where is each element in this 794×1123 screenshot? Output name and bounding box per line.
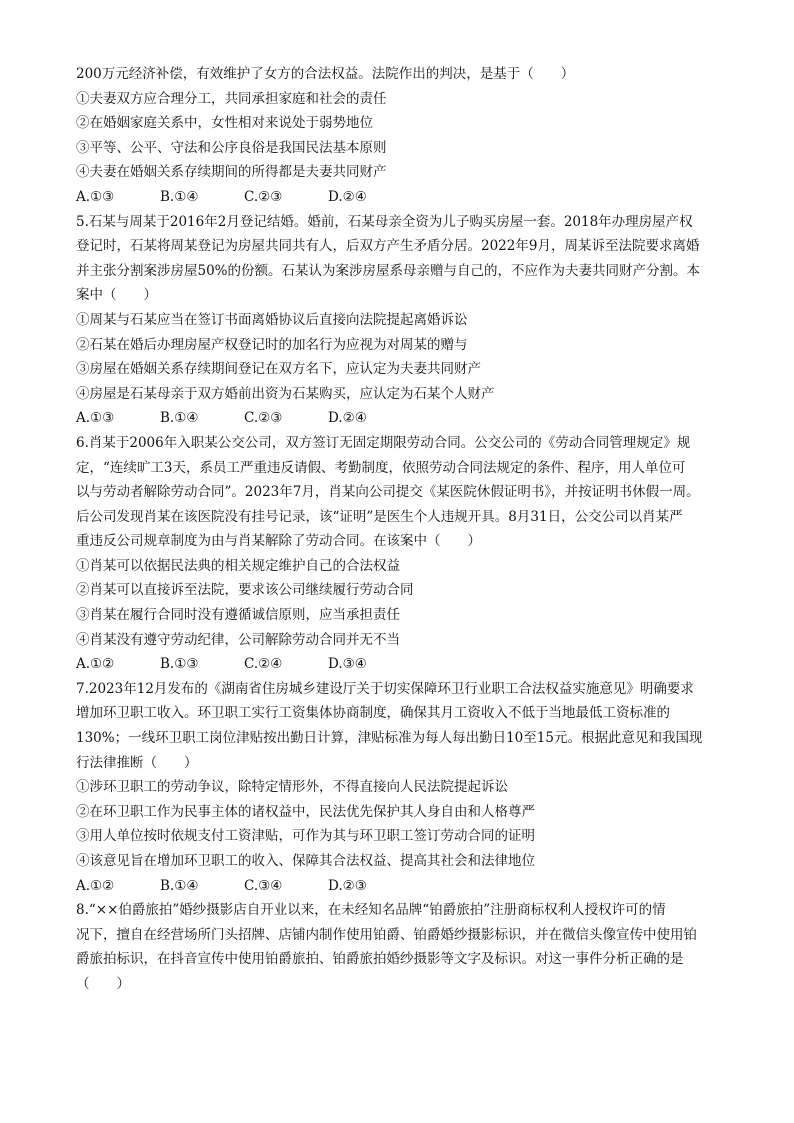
question-stem-line: 8.“××伯爵旅拍”婚纱摄影店自开业以来，在未经知名品牌“铂爵旅拍”注册商标权利人授权许可的情 xyxy=(76,902,666,919)
statement-2: ②在婚姻家庭关系中，女性相对来说处于弱势地位 xyxy=(76,115,373,132)
question-stem-line: 200万元经济补偿，有效维护了女方的合法权益。法院作出的判决，是基于（ ） xyxy=(76,66,575,82)
option-d: D.②④ xyxy=(328,410,367,427)
question-stem-line: 行法律推断（ ） xyxy=(76,754,198,771)
question-8 xyxy=(76,898,722,996)
answer-options xyxy=(76,652,722,677)
option-a: A.①③ xyxy=(76,410,115,427)
question-stem-line: 增加环卫职工收入。环卫职工实行工资集体协商制度，确保其月工资收入不低于当地最低工资标准的 xyxy=(76,705,670,722)
question-6 xyxy=(76,431,722,677)
option-a: A.①② xyxy=(76,656,115,673)
question-stem-line: 130%；一线环卫职工岗位津贴按出勤日计算，津贴标准为每人每出勤日10至15元。根据此意见和我国现 xyxy=(76,730,703,747)
option-b: B.①④ xyxy=(160,877,199,894)
question-stem-line: （ ） xyxy=(76,975,130,992)
question-stem-line: 以与劳动者解除劳动合同”。2023年7月，肖某向公司提交《某医院休假证明书》，并按证明书休假一周。 xyxy=(76,484,700,501)
answer-options xyxy=(76,185,722,210)
option-a: A.①② xyxy=(76,877,115,894)
question-4 xyxy=(76,62,722,210)
statement-2: ②在环卫职工作为民事主体的诸权益中，民法优先保护其人身自由和人格尊严 xyxy=(76,803,535,820)
option-a: A.①③ xyxy=(76,188,115,205)
option-d: D.③④ xyxy=(328,656,367,673)
question-5 xyxy=(76,210,722,431)
statement-1: ①肖某可以依据民法典的相关规定维护自己的合法权益 xyxy=(76,557,400,574)
statement-4: ④肖某没有遵守劳动纪律，公司解除劳动合同并无不当 xyxy=(76,631,400,648)
question-stem-line: 重违反公司规章制度为由与肖某解除了劳动合同。在该案中（ ） xyxy=(76,533,481,550)
option-c: C.②③ xyxy=(244,188,283,205)
question-stem-line: 况下，擅自在经营场所门头招牌、店铺内制作使用铂爵、铂爵婚纱摄影标识，并在微信头像宣传中使用铂 xyxy=(76,926,697,943)
statement-3: ③肖某在履行合同时没有遵循诚信原则，应当承担责任 xyxy=(76,607,400,624)
statement-4: ④夫妻在婚姻关系存续期间的所得都是夫妻共同财产 xyxy=(76,164,387,181)
question-stem-line: 并主张分割案涉房屋50%的份额。石某认为案涉房屋系母亲赠与自己的，不应作为夫妻共同财产分割。本 xyxy=(76,262,701,279)
statement-2: ②肖某可以直接诉至法院，要求该公司继续履行劳动合同 xyxy=(76,582,414,599)
question-stem-line: 定，“连续旷工3天，系员工严重违反请假、考勤制度，依照劳动合同法规定的条件、程序，用人单位可 xyxy=(76,459,686,476)
question-stem-line: 案中（ ） xyxy=(76,287,157,304)
option-b: B.①④ xyxy=(160,188,199,205)
option-c: C.③④ xyxy=(244,877,283,894)
question-stem-line: 5.石某与周某于2016年2月登记结婚。婚前，石某母亲全资为儿子购买房屋一套。2018年办理房屋产权 xyxy=(76,213,693,230)
option-d: D.②④ xyxy=(328,188,367,205)
statement-2: ②石某在婚后办理房屋产权登记时的加名行为应视为对周某的赠与 xyxy=(76,336,468,353)
answer-options xyxy=(76,406,722,431)
option-d: D.②③ xyxy=(328,877,367,894)
statement-4: ④房屋是石某母亲于双方婚前出资为石某购买，应认定为石某个人财产 xyxy=(76,385,495,402)
statement-1: ①涉环卫职工的劳动争议，除特定情形外，不得直接向人民法院提起诉讼 xyxy=(76,779,508,796)
statement-3: ③平等、公平、守法和公序良俗是我国民法基本原则 xyxy=(76,139,387,156)
statement-4: ④该意见旨在增加环卫职工的收入、保障其合法权益、提高其社会和法律地位 xyxy=(76,853,535,869)
question-stem-line: 后公司发现肖某在该医院没有挂号记录，该“证明”是医生个人违规开具。8月31日，公交公司以肖某严 xyxy=(76,508,683,525)
statement-1: ①周某与石某应当在签订书面离婚协议后直接向法院提起离婚诉讼 xyxy=(76,311,468,328)
question-stem-line: 爵旅拍标识，在抖音宣传中使用铂爵旅拍、铂爵旅拍婚纱摄影等文字及标识。对这一事件分析正确的是 xyxy=(76,951,684,968)
option-b: B.①③ xyxy=(160,656,199,673)
option-c: C.②④ xyxy=(244,656,283,673)
question-7 xyxy=(76,677,722,898)
question-stem-line: 登记时，石某将周某登记为房屋共同共有人，后双方产生矛盾分居。2022年9月，周某诉至法院要求离婚 xyxy=(76,238,700,255)
option-c: C.②③ xyxy=(244,410,283,427)
statement-1: ①夫妻双方应合理分工，共同承担家庭和社会的责任 xyxy=(76,90,387,107)
question-stem-line: 7.2023年12月发布的《湖南省住房城乡建设厅关于切实保障环卫行业职工合法权益实施意见》明确要求 xyxy=(76,680,694,697)
question-stem-line: 6.肖某于2006年入职某公交公司，双方签订无固定期限劳动合同。公交公司的《劳动合同管理规定》规 xyxy=(76,434,691,451)
answer-options xyxy=(76,874,722,899)
statement-3: ③用人单位按时依规支付工资津贴，可作为其与环卫职工签订劳动合同的证明 xyxy=(76,828,535,845)
option-b: B.①④ xyxy=(160,410,199,427)
statement-3: ③房屋在婚姻关系存续期间登记在双方名下，应认定为夫妻共同财产 xyxy=(76,361,481,378)
